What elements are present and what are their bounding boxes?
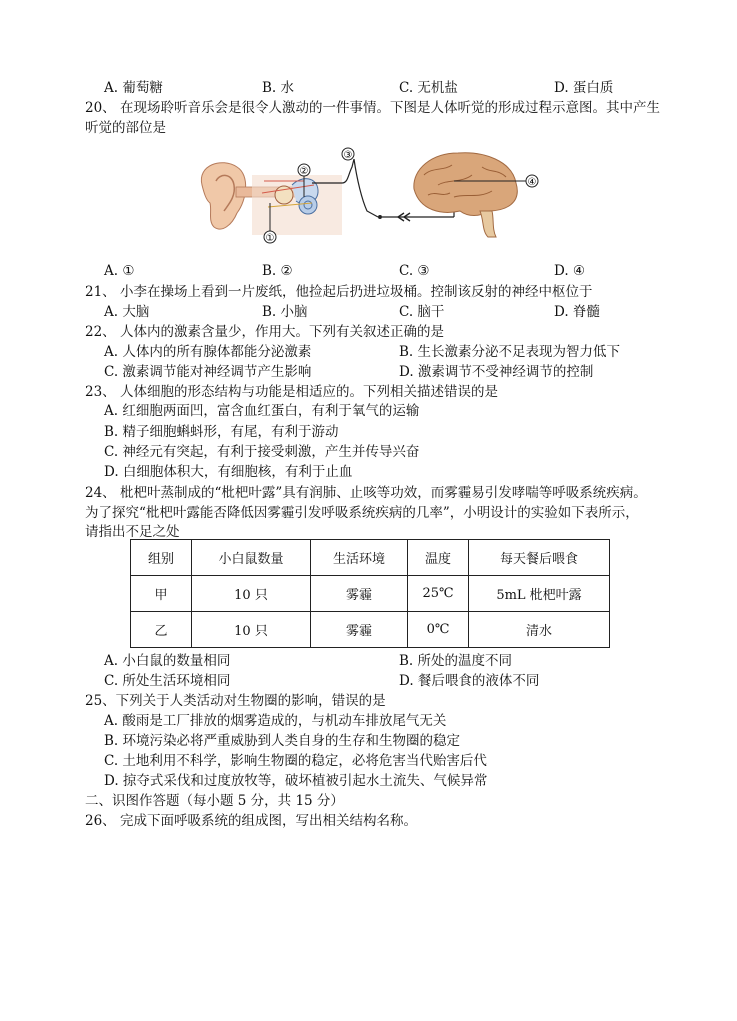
table-cell: 清水 [469, 612, 610, 648]
q24-option-a: A. 小白鼠的数量相同 [104, 653, 231, 669]
q20-option-b: B. ② [262, 263, 293, 279]
q24-stem-line3: 请指出不足之处 [85, 524, 180, 540]
q24-option-d: D. 餐后喂食的液体不同 [399, 673, 540, 689]
q20-option-a: A. ① [104, 263, 135, 279]
table-cell: 10 只 [192, 576, 311, 612]
q20-stem-line2: 听觉的部位是 [85, 120, 166, 136]
table-cell: 10 只 [192, 612, 311, 648]
q19-option-a: A. 葡萄糖 [104, 80, 163, 96]
q21-option-d: D. 脊髓 [554, 304, 600, 320]
q23-option-d: D. 白细胞体积大，有细胞核，有利于止血 [104, 464, 353, 480]
section-2-title: 二、识图作答题（每小题 5 分，共 15 分） [85, 793, 344, 809]
figure-label-1: ① [265, 233, 275, 244]
q23-option-b: B. 精子细胞蝌蚪形，有尾，有利于游动 [104, 424, 339, 440]
brain-illustration [414, 153, 517, 237]
table-header: 小白鼠数量 [192, 540, 311, 576]
figure-label-4: ④ [527, 177, 537, 188]
table-header: 生活环境 [311, 540, 408, 576]
q19-option-d: D. 蛋白质 [554, 80, 614, 96]
q21-option-c: C. 脑干 [399, 304, 445, 320]
q22-option-a: A. 人体内的所有腺体都能分泌激素 [104, 344, 312, 360]
q22-option-b: B. 生长激素分泌不足表现为智力低下 [399, 344, 621, 360]
table-cell: 乙 [131, 612, 192, 648]
q22-stem: 22、 人体内的激素含量少，作用大。下列有关叙述正确的是 [85, 324, 444, 340]
q24-option-b: B. 所处的温度不同 [399, 653, 513, 669]
figure-label-2: ② [299, 166, 309, 177]
q23-option-a: A. 红细胞两面凹，富含血红蛋白，有利于氧气的运输 [104, 403, 420, 419]
q25-option-d: D. 掠夺式采伐和过度放牧等，破坏植被引起水土流失、气候异常 [104, 773, 488, 789]
table-header: 组别 [131, 540, 192, 576]
table-cell: 25℃ [408, 576, 469, 612]
q25-option-b: B. 环境污染必将严重威胁到人类自身的生存和生物圈的稳定 [104, 733, 461, 749]
q21-option-b: B. 小脑 [262, 304, 308, 320]
table-cell: 甲 [131, 576, 192, 612]
q19-option-c: C. 无机盐 [399, 80, 458, 96]
q22-option-d: D. 激素调节不受神经调节的控制 [399, 364, 594, 380]
q24-stem-line2: 为了探究“枇杷叶露能否降低因雾霾引发呼吸系统疾病的几率”，小明设计的实验如下表所示， [85, 505, 639, 521]
table-row [131, 576, 610, 612]
table-row [131, 612, 610, 648]
table-cell: 雾霾 [311, 612, 408, 648]
q20-option-d: D. ④ [554, 263, 586, 279]
q21-stem: 21、 小李在操场上看到一片废纸，他捡起后扔进垃圾桶。控制该反射的神经中枢位于 [85, 284, 593, 300]
q25-option-c: C. 土地利用不科学，影响生物圈的稳定，必将危害当代贻害后代 [104, 753, 487, 769]
table-header-row [131, 540, 610, 576]
hearing-diagram [192, 145, 552, 245]
q24-option-c: C. 所处生活环境相同 [104, 673, 231, 689]
table-cell: 5mL 枇杷叶露 [469, 576, 610, 612]
q22-option-c: C. 激素调节能对神经调节产生影响 [104, 364, 312, 380]
q21-option-a: A. 大脑 [104, 304, 150, 320]
q26-stem: 26、 完成下面呼吸系统的组成图，写出相关结构名称。 [85, 813, 417, 829]
table-header: 每天餐后喂食 [469, 540, 610, 576]
table-cell: 雾霾 [311, 576, 408, 612]
q20-option-c: C. ③ [399, 263, 430, 279]
experiment-table [130, 539, 610, 648]
q23-stem: 23、 人体细胞的形态结构与功能是相适应的。下列相关描述错误的是 [85, 384, 498, 400]
hearing-pathway-figure [192, 145, 552, 245]
q19-option-b: B. 水 [262, 80, 295, 96]
q24-stem-line1: 24、 枇杷叶蒸制成的“枇杷叶露”具有润肺、止咳等功效，而雾霾易引发哮喘等呼吸系统疾病。 [85, 485, 647, 501]
figure-label-3: ③ [343, 150, 353, 161]
q25-option-a: A. 酸雨是工厂排放的烟雾造成的，与机动车排放尾气无关 [104, 713, 447, 729]
table-cell: 0℃ [408, 612, 469, 648]
ear-illustration [201, 163, 342, 235]
q20-stem-line1: 20、 在现场聆听音乐会是很令人激动的一件事情。下图是人体听觉的形成过程示意图。其中产生 [85, 100, 660, 116]
q23-option-c: C. 神经元有突起，有利于接受刺激，产生并传导兴奋 [104, 444, 420, 460]
q25-stem: 25、下列关于人类活动对生物圈的影响，错误的是 [85, 693, 386, 709]
table-header: 温度 [408, 540, 469, 576]
